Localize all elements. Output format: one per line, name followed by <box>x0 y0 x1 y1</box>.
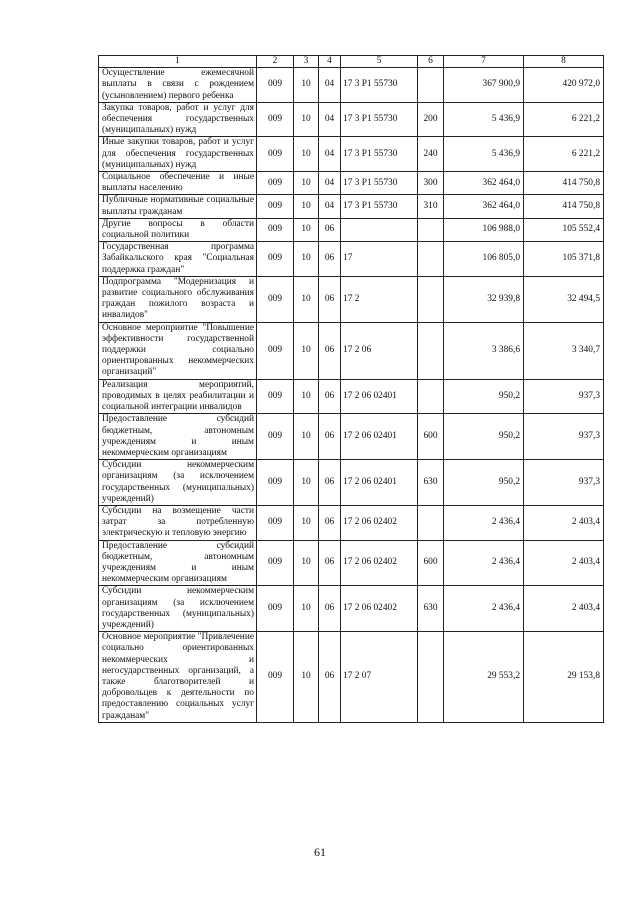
page-number: 61 <box>314 845 326 859</box>
section-cell: 10 <box>294 242 319 277</box>
target-article-cell: 17 2 06 02401 <box>341 414 418 460</box>
subsection-cell: 06 <box>319 322 341 379</box>
section-cell: 10 <box>294 137 319 172</box>
row-name-cell: Основное мероприятие "Привлечение социально ориентированных некоммерческих и негосударственных организаций, а также благотворителей и добровольцев к деятельности по предоставлению социальных услуг гражданам" <box>99 632 257 723</box>
admin-code-cell: 009 <box>257 322 294 379</box>
subsection-cell: 04 <box>319 102 341 137</box>
expense-type-cell: 600 <box>418 540 444 586</box>
row-name-cell: Субсидии некоммерческим организациям (за исключением государственных (муниципальных) учреждений) <box>99 460 257 506</box>
subsection-cell: 06 <box>319 540 341 586</box>
table-row <box>99 68 604 103</box>
subsection-cell: 04 <box>319 68 341 103</box>
target-article-cell: 17 2 06 02402 <box>341 586 418 632</box>
amount-year2-cell: 937,3 <box>524 460 604 506</box>
row-name-cell: Государственная программа Забайкальского края "Социальная поддержка граждан" <box>99 242 257 277</box>
table-row <box>99 276 604 322</box>
admin-code-cell: 009 <box>257 218 294 241</box>
expense-type-cell: 630 <box>418 460 444 506</box>
section-cell: 10 <box>294 218 319 241</box>
table-row <box>99 242 604 277</box>
subsection-cell: 04 <box>319 172 341 195</box>
section-cell: 10 <box>294 379 319 414</box>
target-article-cell: 17 2 06 02401 <box>341 460 418 506</box>
subsection-cell: 06 <box>319 632 341 723</box>
amount-year1-cell: 950,2 <box>444 460 524 506</box>
amount-year1-cell: 2 436,4 <box>444 540 524 586</box>
row-name-cell: Основное мероприятие "Повышение эффективности государственной поддержки социально ориентированных некоммерческих организаций" <box>99 322 257 379</box>
target-article-cell: 17 2 06 02401 <box>341 379 418 414</box>
admin-code-cell: 009 <box>257 540 294 586</box>
admin-code-cell: 009 <box>257 195 294 218</box>
table-row <box>99 137 604 172</box>
admin-code-cell: 009 <box>257 276 294 322</box>
amount-year1-cell: 5 436,9 <box>444 137 524 172</box>
target-article-cell: 17 2 <box>341 276 418 322</box>
row-name-cell: Реализация мероприятий, проводимых в целях реабилитации и социальной интеграции инвалидов <box>99 379 257 414</box>
expense-type-cell: 630 <box>418 586 444 632</box>
row-name-cell: Предоставление субсидий бюджетным, автономным учреждениям и иным некоммерческим организациям <box>99 540 257 586</box>
target-article-cell: 17 2 06 <box>341 322 418 379</box>
section-cell: 10 <box>294 414 319 460</box>
subsection-cell: 06 <box>319 242 341 277</box>
amount-year2-cell: 29 153,8 <box>524 632 604 723</box>
row-name-cell: Субсидии на возмещение части затрат за потребленную электрическую и тепловую энергию <box>99 505 257 540</box>
section-cell: 10 <box>294 505 319 540</box>
section-cell: 10 <box>294 632 319 723</box>
subsection-cell: 04 <box>319 195 341 218</box>
expense-type-cell <box>418 632 444 723</box>
amount-year1-cell: 362 464,0 <box>444 172 524 195</box>
row-name-cell: Другие вопросы в области социальной политики <box>99 218 257 241</box>
row-name-cell: Закупка товаров, работ и услуг для обеспечения государственных (муниципальных) нужд <box>99 102 257 137</box>
row-name-cell: Осуществление ежемесячной выплаты в связи с рождением (усыновлением) первого ребенка <box>99 68 257 103</box>
section-cell: 10 <box>294 586 319 632</box>
expense-type-cell <box>418 276 444 322</box>
expense-type-cell <box>418 505 444 540</box>
expense-type-cell <box>418 322 444 379</box>
section-cell: 10 <box>294 540 319 586</box>
amount-year2-cell: 2 403,4 <box>524 505 604 540</box>
amount-year2-cell: 937,3 <box>524 414 604 460</box>
amount-year2-cell: 32 494,5 <box>524 276 604 322</box>
row-name-cell: Предоставление субсидий бюджетным, автономным учреждениям и иным некоммерческим организациям <box>99 414 257 460</box>
section-cell: 10 <box>294 102 319 137</box>
section-cell: 10 <box>294 68 319 103</box>
amount-year1-cell: 950,2 <box>444 379 524 414</box>
expense-type-cell: 200 <box>418 102 444 137</box>
table-row <box>99 632 604 723</box>
subsection-cell: 06 <box>319 379 341 414</box>
table-row <box>99 218 604 241</box>
amount-year2-cell: 105 552,4 <box>524 218 604 241</box>
subsection-cell: 06 <box>319 414 341 460</box>
target-article-cell: 17 3 P1 55730 <box>341 68 418 103</box>
amount-year1-cell: 367 900,9 <box>444 68 524 103</box>
amount-year1-cell: 2 436,4 <box>444 586 524 632</box>
header-cell: 4 <box>319 56 341 68</box>
amount-year1-cell: 29 553,2 <box>444 632 524 723</box>
admin-code-cell: 009 <box>257 242 294 277</box>
table-row <box>99 540 604 586</box>
table-row <box>99 586 604 632</box>
header-cell: 1 <box>99 56 257 68</box>
header-cell: 6 <box>418 56 444 68</box>
table-row <box>99 460 604 506</box>
admin-code-cell: 009 <box>257 102 294 137</box>
amount-year1-cell: 5 436,9 <box>444 102 524 137</box>
budget-table <box>98 55 604 723</box>
subsection-cell: 06 <box>319 276 341 322</box>
admin-code-cell: 009 <box>257 172 294 195</box>
table-row <box>99 322 604 379</box>
expense-type-cell <box>418 68 444 103</box>
expense-type-cell <box>418 379 444 414</box>
amount-year1-cell: 950,2 <box>444 414 524 460</box>
amount-year2-cell: 6 221,2 <box>524 102 604 137</box>
row-name-cell: Субсидии некоммерческим организациям (за исключением государственных (муниципальных) учреждений) <box>99 586 257 632</box>
target-article-cell: 17 3 P1 55730 <box>341 195 418 218</box>
expense-type-cell: 600 <box>418 414 444 460</box>
target-article-cell: 17 2 07 <box>341 632 418 723</box>
section-cell: 10 <box>294 195 319 218</box>
admin-code-cell: 009 <box>257 414 294 460</box>
admin-code-cell: 009 <box>257 632 294 723</box>
amount-year2-cell: 420 972,0 <box>524 68 604 103</box>
admin-code-cell: 009 <box>257 379 294 414</box>
amount-year1-cell: 3 386,6 <box>444 322 524 379</box>
target-article-cell: 17 2 06 02402 <box>341 505 418 540</box>
admin-code-cell: 009 <box>257 460 294 506</box>
expense-type-cell <box>418 218 444 241</box>
amount-year1-cell: 2 436,4 <box>444 505 524 540</box>
header-cell: 7 <box>444 56 524 68</box>
row-name-cell: Публичные нормативные социальные выплаты гражданам <box>99 195 257 218</box>
amount-year2-cell: 414 750,8 <box>524 195 604 218</box>
amount-year1-cell: 106 805,0 <box>444 242 524 277</box>
header-cell: 5 <box>341 56 418 68</box>
subsection-cell: 06 <box>319 460 341 506</box>
subsection-cell: 06 <box>319 505 341 540</box>
target-article-cell: 17 3 P1 55730 <box>341 172 418 195</box>
header-cell: 2 <box>257 56 294 68</box>
amount-year2-cell: 2 403,4 <box>524 586 604 632</box>
table-row <box>99 102 604 137</box>
amount-year2-cell: 2 403,4 <box>524 540 604 586</box>
admin-code-cell: 009 <box>257 586 294 632</box>
section-cell: 10 <box>294 322 319 379</box>
admin-code-cell: 009 <box>257 505 294 540</box>
table-row <box>99 505 604 540</box>
amount-year1-cell: 362 464,0 <box>444 195 524 218</box>
table-row <box>99 195 604 218</box>
table-row <box>99 172 604 195</box>
row-name-cell: Подпрограмма "Модернизация и развитие социального обслуживания граждан пожилого возраста и инвалидов" <box>99 276 257 322</box>
header-cell: 3 <box>294 56 319 68</box>
amount-year2-cell: 937,3 <box>524 379 604 414</box>
row-name-cell: Социальное обеспечение и иные выплаты населению <box>99 172 257 195</box>
target-article-cell: 17 2 06 02402 <box>341 540 418 586</box>
table-row <box>99 379 604 414</box>
amount-year1-cell: 32 939,8 <box>444 276 524 322</box>
section-cell: 10 <box>294 460 319 506</box>
table-row <box>99 414 604 460</box>
subsection-cell: 06 <box>319 218 341 241</box>
amount-year2-cell: 105 371,8 <box>524 242 604 277</box>
admin-code-cell: 009 <box>257 68 294 103</box>
header-cell: 8 <box>524 56 604 68</box>
amount-year2-cell: 3 340,7 <box>524 322 604 379</box>
expense-type-cell: 300 <box>418 172 444 195</box>
section-cell: 10 <box>294 172 319 195</box>
subsection-cell: 04 <box>319 137 341 172</box>
admin-code-cell: 009 <box>257 137 294 172</box>
table-header-row <box>99 56 604 68</box>
amount-year2-cell: 414 750,8 <box>524 172 604 195</box>
target-article-cell <box>341 218 418 241</box>
target-article-cell: 17 3 P1 55730 <box>341 102 418 137</box>
row-name-cell: Иные закупки товаров, работ и услуг для обеспечения государственных (муниципальных) нужд <box>99 137 257 172</box>
amount-year1-cell: 106 988,0 <box>444 218 524 241</box>
expense-type-cell <box>418 242 444 277</box>
subsection-cell: 06 <box>319 586 341 632</box>
expense-type-cell: 310 <box>418 195 444 218</box>
target-article-cell: 17 <box>341 242 418 277</box>
expense-type-cell: 240 <box>418 137 444 172</box>
amount-year2-cell: 6 221,2 <box>524 137 604 172</box>
target-article-cell: 17 3 P1 55730 <box>341 137 418 172</box>
section-cell: 10 <box>294 276 319 322</box>
